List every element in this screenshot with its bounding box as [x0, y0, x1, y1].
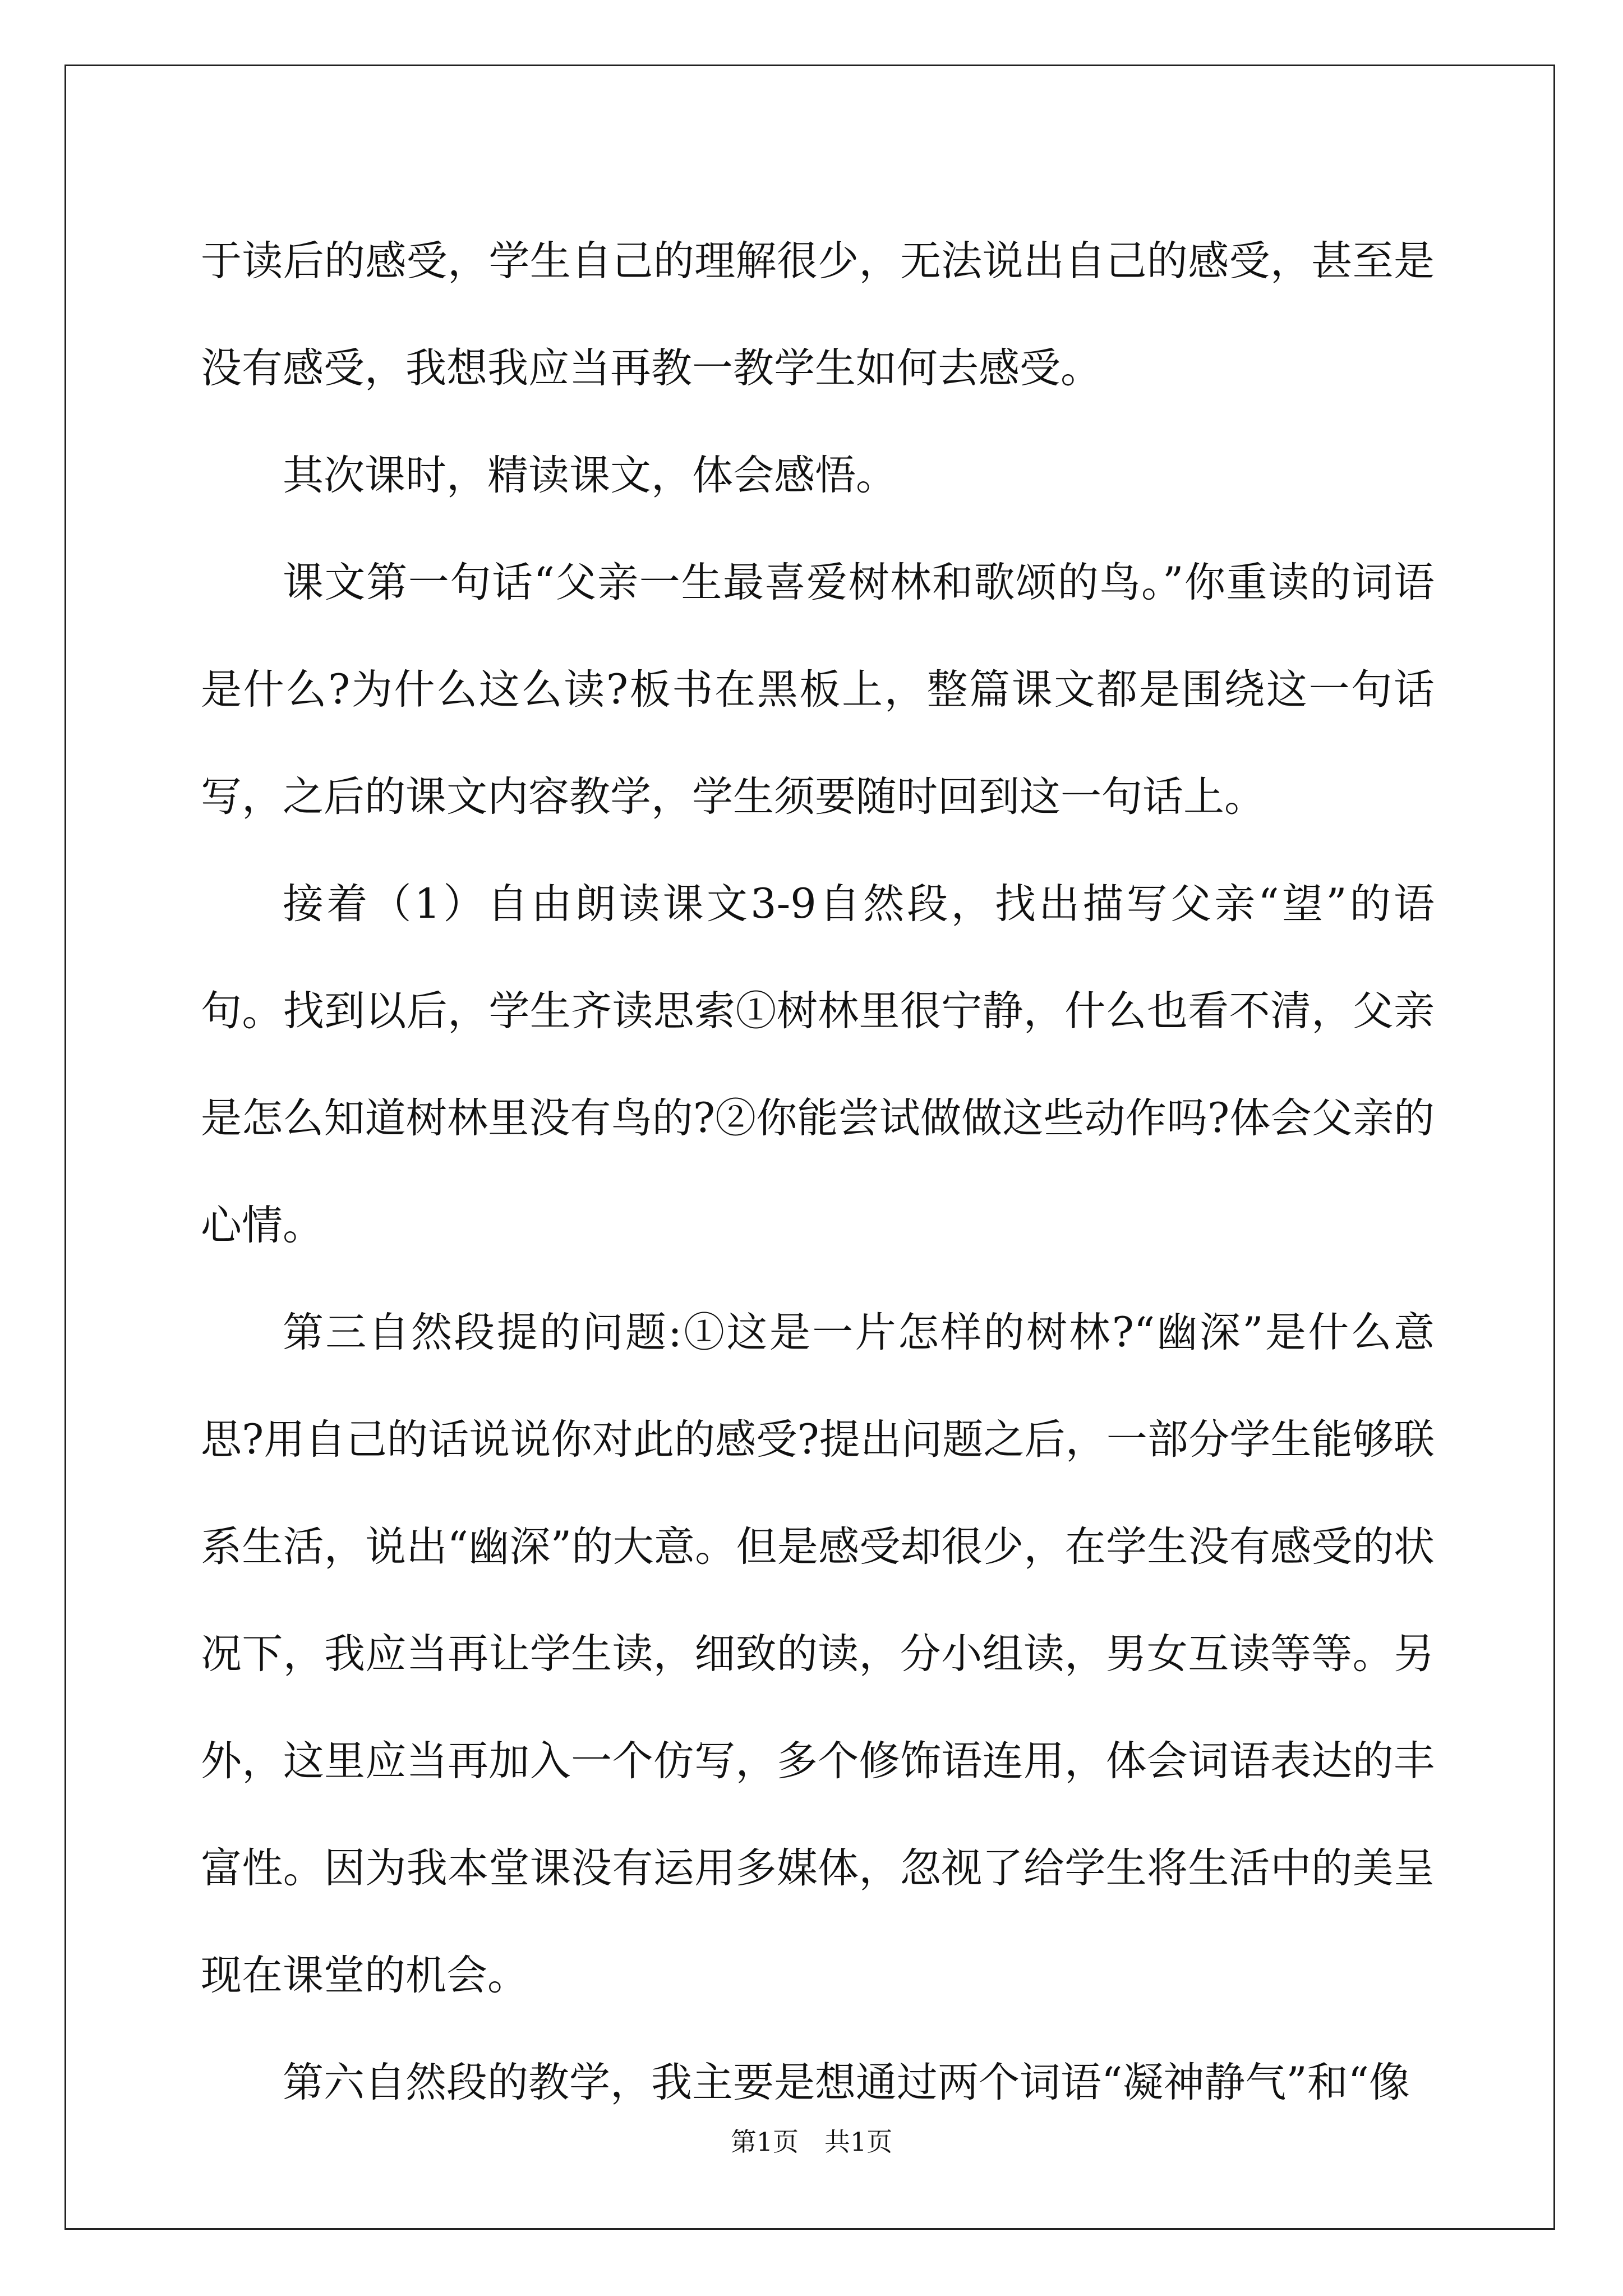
paragraph-3: 课文第一句话“父亲一生最喜爱树林和歌颂的鸟。”你重读的词语是什么?为什么这么读?板书在黑板上，整篇课文都是围绕这一句话写，之后的课文内容教学，学生须要随时回到这一句话上。	[201, 559, 1435, 821]
document-body	[201, 208, 1435, 2136]
paragraph-5: 第三自然段提的问题:①这是一片怎样的树林?“幽深”是什么意思?用自己的话说说你对此的感受?提出问题之后，一部分学生能够联系生活，说出“幽深”的大意。但是感受却很少，在学生没有感受的状况下，我应当再让学生读，细致的读，分小组读，男女互读等等。另外，这里应当再加入一个仿写，多个修饰语连用，体会词语表达的丰富性。因为我本堂课没有运用多媒体，忽视了给学生将生活中的美呈现在课堂的机会。	[201, 1309, 1435, 1999]
paragraph-2: 其次课时，精读课文，体会感悟。	[283, 452, 897, 499]
paragraph-1: 于读后的感受，学生自己的理解很少，无法说出自己的感受，甚至是没有感受，我想我应当再教一教学生如何去感受。	[201, 237, 1435, 392]
page-footer: 第1页 共1页	[730, 2127, 893, 2157]
paragraph-6: 第六自然段的教学，我主要是想通过两个词语“凝神静气”和“像	[283, 2059, 1410, 2106]
paragraph-4: 接着（1）自由朗读课文3-9自然段，找出描写父亲“望”的语句。找到以后，学生齐读思索①树林里很宁静，什么也看不清，父亲是怎么知道树林里没有鸟的?②你能尝试做做这些动作吗?体会父亲的心情。	[201, 880, 1435, 1249]
